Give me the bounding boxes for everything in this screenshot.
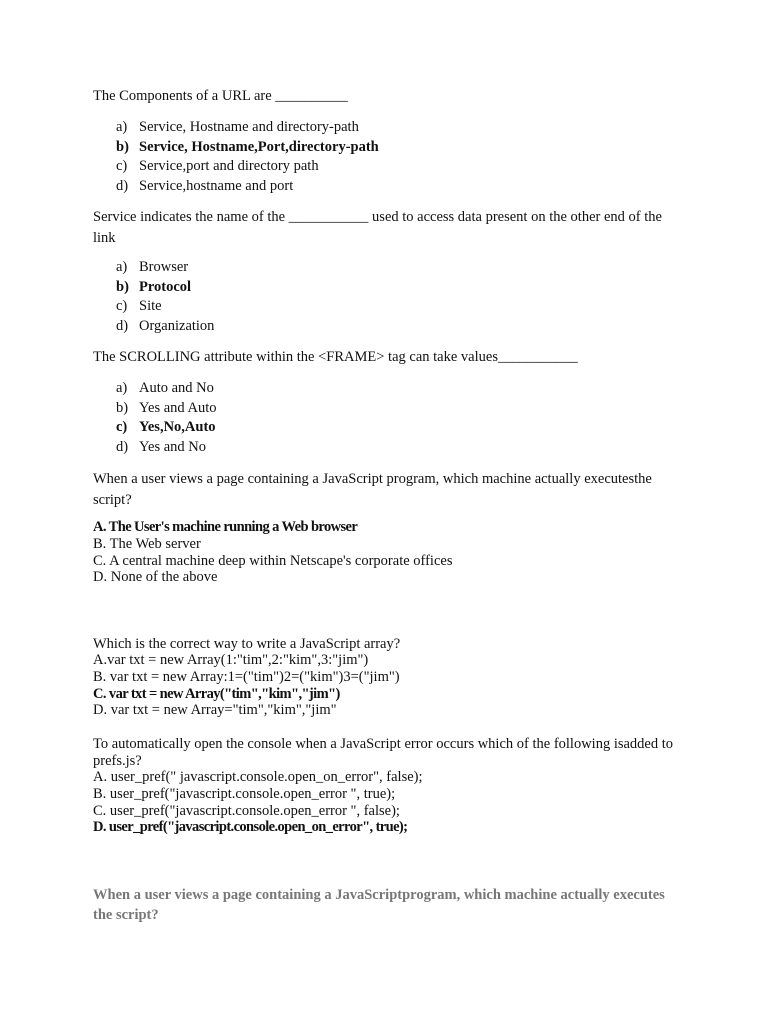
option-d: d) Service,hostname and port xyxy=(116,177,294,194)
option-a-answer: A. The User's machine running a Web browser xyxy=(93,519,358,535)
question-4-options xyxy=(93,519,452,586)
option-b: B. var txt = new Array:1=("tim")2=("kim")3=("jim") xyxy=(93,668,400,685)
option-c-answer: C. var txt = new Array("tim","kim","jim") xyxy=(93,685,340,702)
option-d: D. None of the above xyxy=(93,569,218,586)
question-6: To automatically open the console when a JavaScript error occurs which of the following isadded to prefs.js? xyxy=(93,736,674,769)
question-1: The Components of a URL are __________ xyxy=(93,88,348,104)
option-c: c) Site xyxy=(116,298,162,314)
option-c: c) Service,port and directory path xyxy=(116,158,319,174)
option-c-answer: c) Yes,No,Auto xyxy=(116,419,216,435)
option-b-answer: b) Service, Hostname,Port,directory-path xyxy=(116,138,379,155)
question-3: The SCROLLING attribute within the <FRAME> tag can take values___________ xyxy=(93,349,578,365)
option-b-answer: b) Protocol xyxy=(116,278,192,295)
question-5: Which is the correct way to write a JavaScript array? xyxy=(93,636,401,652)
question-2: Service indicates the name of the ___________ used to access data present on the other end of the link xyxy=(93,209,662,246)
option-b: b) Yes and Auto xyxy=(116,399,217,416)
question-3-options xyxy=(116,379,216,457)
option-d: d) Organization xyxy=(116,317,215,334)
option-a: a) Browser xyxy=(116,259,189,275)
option-c: C. A central machine deep within Netscape's corporate offices xyxy=(93,552,453,569)
option-d-answer: D. user_pref("javascript.console.open_on_error", true); xyxy=(93,819,408,836)
option-a: A.var txt = new Array(1:"tim",2:"kim",3:"jim") xyxy=(93,652,369,668)
question-5-options xyxy=(93,652,400,719)
option-a: A. user_pref(" javascript.console.open_on_error", false); xyxy=(93,769,423,785)
option-a: a) Auto and No xyxy=(116,380,214,396)
option-a: a) Service, Hostname and directory-path xyxy=(116,119,359,135)
option-d: D. var txt = new Array="tim","kim","jim" xyxy=(93,702,337,719)
question-4: When a user views a page containing a JavaScript program, which machine actually executesthe script? xyxy=(93,471,652,508)
question-6-options xyxy=(93,769,423,836)
option-b: B. The Web server xyxy=(93,535,201,552)
option-d: d) Yes and No xyxy=(116,438,207,455)
option-c: C. user_pref("javascript.console.open_error ", false); xyxy=(93,802,400,819)
question-1-options xyxy=(116,118,379,196)
question-2-options xyxy=(116,258,214,336)
option-b: B. user_pref("javascript.console.open_error ", true); xyxy=(93,785,396,802)
question-7-heading: When a user views a page containing a JavaScriptprogram, which machine actually executes the script? xyxy=(93,887,665,923)
